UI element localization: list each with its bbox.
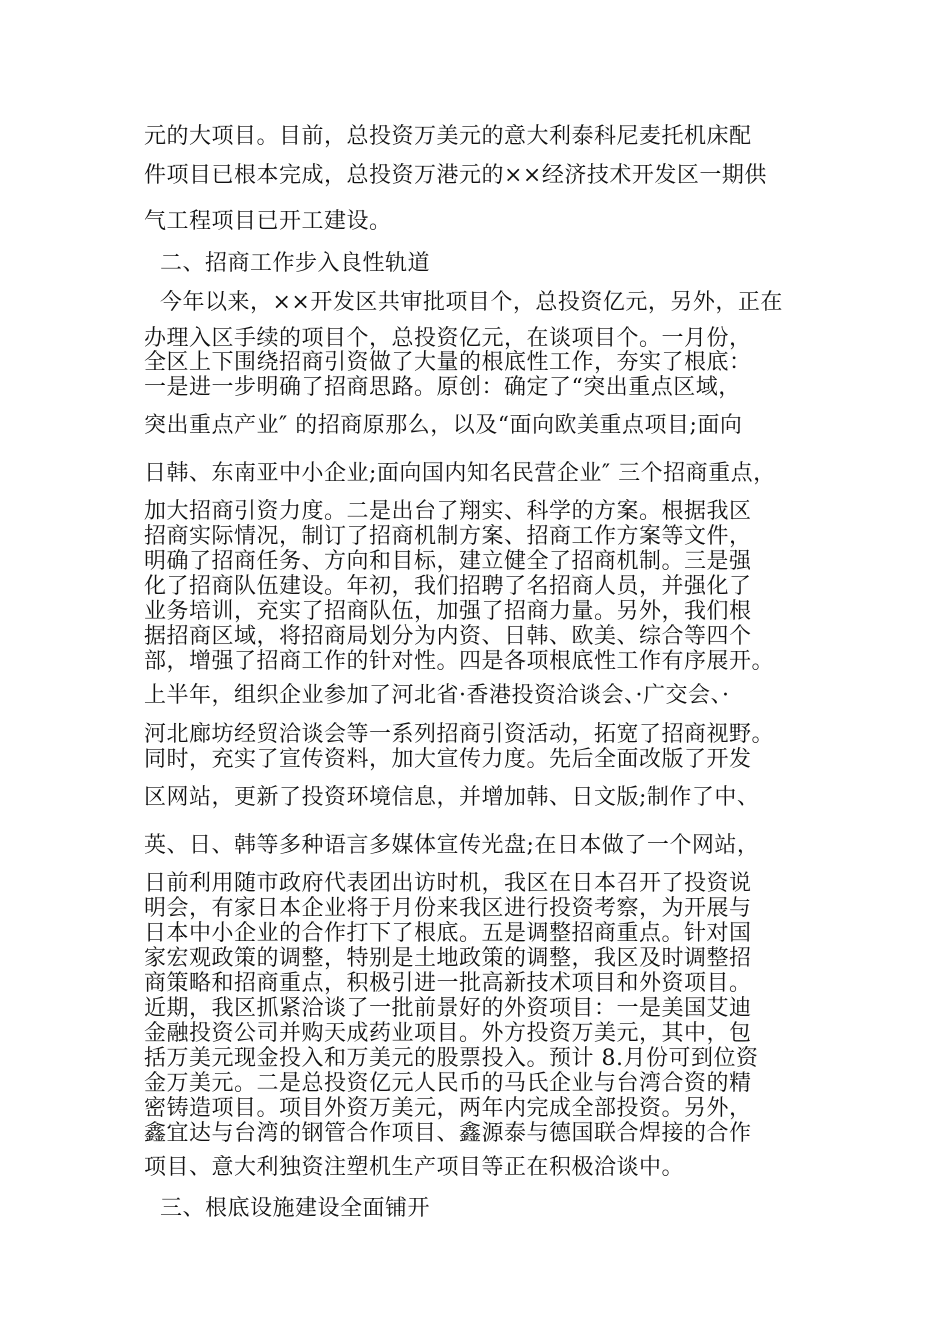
text-line: 气工程项目已开工建设。: [144, 209, 392, 234]
text-line: 近期，我区抓紧洽谈了一批前景好的外资项目：一是美国艾迪: [144, 996, 752, 1021]
text-line: 化了招商队伍建设。年初，我们招聘了名招商人员，并强化了: [144, 574, 752, 599]
text-line: 鑫宜达与台湾的钢管合作项目、鑫源泰与德国联合焊接的合作: [144, 1121, 752, 1146]
text-line: 日本中小企业的合作打下了根底。五是调整招商重点。针对国: [144, 921, 752, 946]
text-line: 元的大项目。目前，总投资万美元的意大利泰科尼麦托机床配: [144, 124, 752, 149]
text-line: 招商实际情况，制订了招商机制方案、招商工作方案等文件，: [144, 524, 752, 549]
text-line: 家宏观政策的调整，特别是土地政策的调整，我区及时调整招: [144, 946, 752, 971]
text-line: 明确了招商任务、方向和目标，建立健全了招商机制。三是强: [144, 549, 752, 574]
text-line: 一是进一步明确了招商思路。原创：确定了“突出重点区域，: [144, 375, 741, 400]
text-line: 上半年，组织企业参加了河北省·香港投资洽谈会、·广交会、·: [144, 683, 730, 708]
text-line: 全区上下围绕招商引资做了大量的根底性工作，夯实了根底：: [144, 350, 752, 375]
section-heading: 三、根底设施建设全面铺开: [160, 1196, 431, 1221]
text-line: 同时，充实了宣传资料，加大宣传力度。先后全面改版了开发: [144, 747, 752, 772]
text-line: 加大招商引资力度。二是出台了翔实、科学的方案。根据我区: [144, 499, 752, 524]
text-line: 英、日、韩等多种语言多媒体宣传光盘;在日本做了一个网站，: [144, 833, 760, 858]
text-line: 明会，有家日本企业将于月份来我区进行投资考察，为开展与: [144, 896, 752, 921]
text-line: 区网站，更新了投资环境信息，并增加韩、日文版;制作了中、: [144, 785, 760, 810]
text-line: 据招商区域，将招商局划分为内资、日韩、欧美、综合等四个: [144, 624, 752, 649]
text-line: 商策略和招商重点，积极引进一批高新技术项目和外资项目。: [144, 971, 752, 996]
text-line: 日前利用随市政府代表团出访时机，我区在日本召开了投资说: [144, 871, 752, 896]
text-line: 金万美元。二是总投资亿元人民币的马氏企业与台湾合资的精: [144, 1071, 752, 1096]
text-line: 金融投资公司并购天成药业项目。外方投资万美元，其中，包: [144, 1021, 752, 1046]
text-line: 括万美元现金投入和万美元的股票投入。预计 8.月份可到位资: [144, 1046, 759, 1071]
text-line: 突出重点产业″ 的招商原那么，以及“面向欧美重点项目;面向: [144, 413, 743, 438]
section-heading: 二、招商工作步入良性轨道: [160, 251, 431, 276]
text-line: 件项目已根本完成，总投资万港元的××经济技术开发区一期供: [144, 163, 767, 188]
text-line: 项目、意大利独资注塑机生产项目等正在积极洽谈中。: [144, 1155, 685, 1180]
text-line: 日韩、东南亚中小企业;面向国内知名民营企业″ 三个招商重点，: [144, 461, 776, 486]
text-line: 办理入区手续的项目个，总投资亿元，在谈项目个。一月份，: [144, 326, 752, 351]
text-line: 密铸造项目。项目外资万美元，两年内完成全部投资。另外，: [144, 1096, 752, 1121]
text-line: 业务培训，充实了招商队伍，加强了招商力量。另外，我们根: [144, 599, 752, 624]
text-line: 部，增强了招商工作的针对性。四是各项根底性工作有序展开。: [144, 649, 775, 674]
text-line: 河北廊坊经贸洽谈会等一系列招商引资活动，拓宽了招商视野。: [144, 722, 775, 747]
text-line: 今年以来，××开发区共审批项目个，总投资亿元，另外，正在: [160, 290, 783, 315]
